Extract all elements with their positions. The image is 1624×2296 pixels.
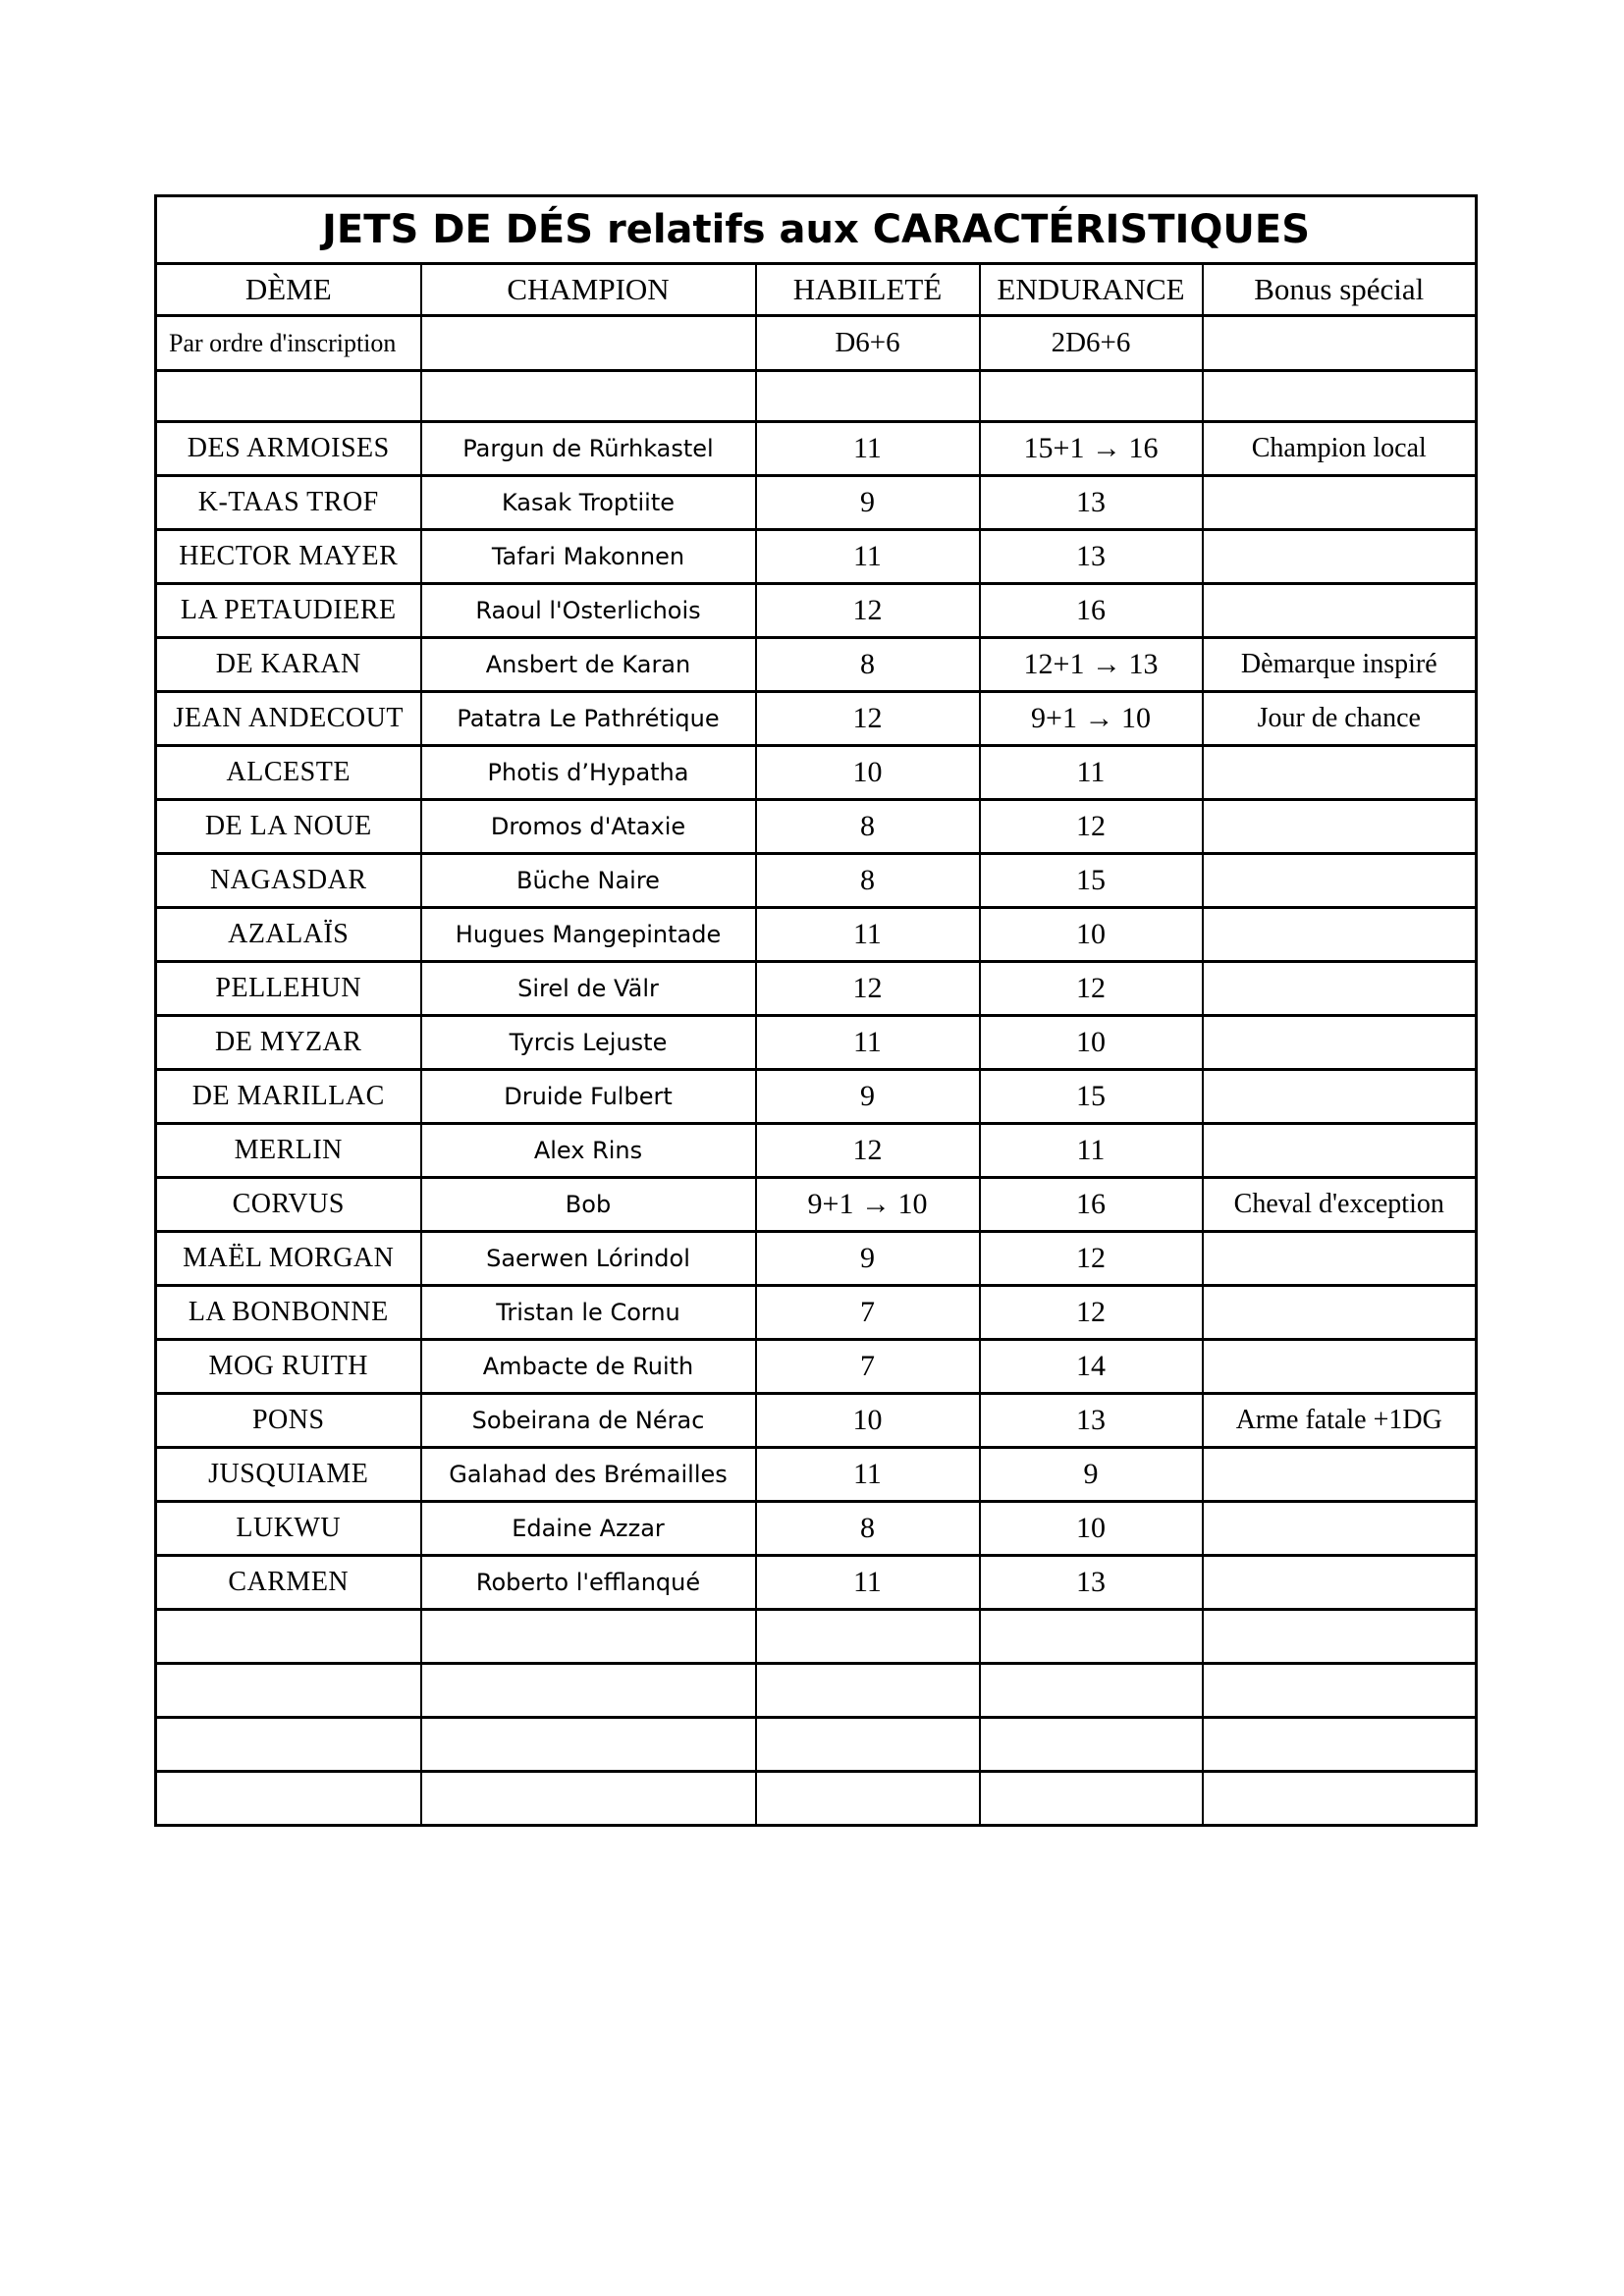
endurance-cell: 15 <box>980 854 1203 908</box>
champion-cell: Patatra Le Pathrétique <box>421 692 756 746</box>
habilete-cell: 10 <box>756 746 980 800</box>
table-row <box>156 422 1477 476</box>
champion-cell: Ambacte de Ruith <box>421 1340 756 1394</box>
deme-cell: DE KARAN <box>156 638 421 692</box>
endurance-cell: 10 <box>980 1016 1203 1070</box>
table-row <box>156 692 1477 746</box>
empty-row <box>156 1664 1477 1718</box>
bonus-cell: Arme fatale +1DG <box>1203 1394 1477 1448</box>
bonus-cell <box>1203 746 1477 800</box>
habilete-cell <box>756 1610 980 1664</box>
deme-cell: AZALAÏS <box>156 908 421 962</box>
deme-cell <box>156 1664 421 1718</box>
deme-cell: PELLEHUN <box>156 962 421 1016</box>
endurance-cell: 12 <box>980 1232 1203 1286</box>
bonus-cell <box>1203 854 1477 908</box>
table-row <box>156 1340 1477 1394</box>
deme-cell: DE MYZAR <box>156 1016 421 1070</box>
table-row <box>156 800 1477 854</box>
deme-cell: CORVUS <box>156 1178 421 1232</box>
champion-cell: Büche Naire <box>421 854 756 908</box>
table-row <box>156 854 1477 908</box>
deme-cell: DE LA NOUE <box>156 800 421 854</box>
champion-cell: Sirel de Välr <box>421 962 756 1016</box>
endurance-cell: 9+1 → 10 <box>980 692 1203 746</box>
habilete-cell: 12 <box>756 962 980 1016</box>
endurance-cell: 10 <box>980 908 1203 962</box>
habilete-cell: 11 <box>756 1556 980 1610</box>
endurance-cell <box>980 1610 1203 1664</box>
bonus-cell <box>1203 1664 1477 1718</box>
table-row <box>156 476 1477 530</box>
bonus-cell <box>1203 1556 1477 1610</box>
endurance-cell: 13 <box>980 476 1203 530</box>
bonus-cell: Champion local <box>1203 422 1477 476</box>
habilete-cell: 11 <box>756 1016 980 1070</box>
champion-cell: Tyrcis Lejuste <box>421 1016 756 1070</box>
characteristics-dice-table <box>154 194 1478 1827</box>
habilete-cell: 9 <box>756 1232 980 1286</box>
endurance-cell: 16 <box>980 584 1203 638</box>
empty-row <box>156 1772 1477 1826</box>
bonus-cell <box>1203 962 1477 1016</box>
bonus-cell <box>1203 908 1477 962</box>
table-row <box>156 962 1477 1016</box>
endurance-cell: 12 <box>980 962 1203 1016</box>
champion-cell <box>421 1610 756 1664</box>
table-row <box>156 1502 1477 1556</box>
subheader-bonus-empty <box>1203 316 1477 371</box>
bonus-cell: Cheval d'exception <box>1203 1178 1477 1232</box>
champion-cell: Druide Fulbert <box>421 1070 756 1124</box>
table-row <box>156 746 1477 800</box>
endurance-cell: 13 <box>980 530 1203 584</box>
bonus-cell <box>1203 1772 1477 1826</box>
endurance-cell: 12+1 → 13 <box>980 638 1203 692</box>
column-header-deme: DÈME <box>156 264 421 316</box>
deme-cell <box>156 1610 421 1664</box>
empty-row <box>156 1610 1477 1664</box>
table-row <box>156 1232 1477 1286</box>
habilete-cell: 11 <box>756 530 980 584</box>
table-row <box>156 1286 1477 1340</box>
habilete-cell <box>756 1664 980 1718</box>
bonus-cell <box>1203 1070 1477 1124</box>
bonus-cell: Dèmarque inspiré <box>1203 638 1477 692</box>
deme-cell: LA BONBONNE <box>156 1286 421 1340</box>
champion-cell: Hugues Mangepintade <box>421 908 756 962</box>
column-header-bonus: Bonus spécial <box>1203 264 1477 316</box>
endurance-cell: 9 <box>980 1448 1203 1502</box>
spacer-row <box>156 371 1477 422</box>
table-title-row <box>156 196 1477 264</box>
subheader-champion-empty <box>421 316 756 371</box>
table-row <box>156 908 1477 962</box>
deme-cell: MERLIN <box>156 1124 421 1178</box>
deme-cell: LA PETAUDIERE <box>156 584 421 638</box>
table-body <box>156 422 1477 1826</box>
table-row <box>156 1556 1477 1610</box>
bonus-cell <box>1203 476 1477 530</box>
table-title: JETS DE DÉS relatifs aux CARACTÉRISTIQUES <box>156 196 1477 264</box>
table-row <box>156 1448 1477 1502</box>
bonus-cell <box>1203 1448 1477 1502</box>
column-header-champion: CHAMPION <box>421 264 756 316</box>
champion-cell: Photis d’Hypatha <box>421 746 756 800</box>
champion-cell: Galahad des Brémailles <box>421 1448 756 1502</box>
column-header-endurance: ENDURANCE <box>980 264 1203 316</box>
habilete-cell: 7 <box>756 1340 980 1394</box>
habilete-cell: 7 <box>756 1286 980 1340</box>
deme-cell: K-TAAS TROF <box>156 476 421 530</box>
endurance-cell: 13 <box>980 1556 1203 1610</box>
endurance-cell: 16 <box>980 1178 1203 1232</box>
bonus-cell <box>1203 1502 1477 1556</box>
bonus-cell <box>1203 584 1477 638</box>
champion-cell: Kasak Troptiite <box>421 476 756 530</box>
habilete-cell: 10 <box>756 1394 980 1448</box>
habilete-cell: 8 <box>756 800 980 854</box>
champion-cell <box>421 1718 756 1772</box>
champion-cell: Tafari Makonnen <box>421 530 756 584</box>
bonus-cell <box>1203 1016 1477 1070</box>
column-header-habilete: HABILETÉ <box>756 264 980 316</box>
champion-cell: Tristan le Cornu <box>421 1286 756 1340</box>
champion-cell: Sobeirana de Nérac <box>421 1394 756 1448</box>
table-row <box>156 638 1477 692</box>
table-header-row <box>156 264 1477 316</box>
habilete-formula: D6+6 <box>756 316 980 371</box>
deme-cell: MOG RUITH <box>156 1340 421 1394</box>
bonus-cell <box>1203 1286 1477 1340</box>
champion-cell <box>421 1772 756 1826</box>
habilete-cell: 12 <box>756 692 980 746</box>
habilete-cell: 11 <box>756 908 980 962</box>
champion-cell: Bob <box>421 1178 756 1232</box>
endurance-cell <box>980 1718 1203 1772</box>
order-note: Par ordre d'inscription <box>156 316 421 371</box>
champion-cell: Dromos d'Ataxie <box>421 800 756 854</box>
deme-cell: HECTOR MAYER <box>156 530 421 584</box>
bonus-cell: Jour de chance <box>1203 692 1477 746</box>
habilete-cell <box>756 1718 980 1772</box>
habilete-cell: 9+1 → 10 <box>756 1178 980 1232</box>
endurance-cell: 12 <box>980 1286 1203 1340</box>
endurance-cell: 12 <box>980 800 1203 854</box>
bonus-cell <box>1203 1610 1477 1664</box>
deme-cell: NAGASDAR <box>156 854 421 908</box>
table-row <box>156 1178 1477 1232</box>
habilete-cell: 11 <box>756 1448 980 1502</box>
endurance-cell: 13 <box>980 1394 1203 1448</box>
champion-cell: Raoul l'Osterlichois <box>421 584 756 638</box>
deme-cell <box>156 1772 421 1826</box>
endurance-cell <box>980 1772 1203 1826</box>
deme-cell: MAËL MORGAN <box>156 1232 421 1286</box>
deme-cell: JEAN ANDECOUT <box>156 692 421 746</box>
habilete-cell <box>756 1772 980 1826</box>
endurance-cell: 14 <box>980 1340 1203 1394</box>
table-row <box>156 1124 1477 1178</box>
table-row <box>156 1070 1477 1124</box>
table-row <box>156 530 1477 584</box>
champion-cell: Saerwen Lórindol <box>421 1232 756 1286</box>
deme-cell <box>156 1718 421 1772</box>
champion-cell: Ansbert de Karan <box>421 638 756 692</box>
deme-cell: CARMEN <box>156 1556 421 1610</box>
champion-cell <box>421 1664 756 1718</box>
bonus-cell <box>1203 1718 1477 1772</box>
champion-cell: Edaine Azzar <box>421 1502 756 1556</box>
endurance-cell: 11 <box>980 1124 1203 1178</box>
deme-cell: ALCESTE <box>156 746 421 800</box>
table-row <box>156 584 1477 638</box>
champion-cell: Alex Rins <box>421 1124 756 1178</box>
empty-row <box>156 1718 1477 1772</box>
bonus-cell <box>1203 800 1477 854</box>
deme-cell: DES ARMOISES <box>156 422 421 476</box>
table-row <box>156 1394 1477 1448</box>
habilete-cell: 12 <box>756 1124 980 1178</box>
champion-cell: Roberto l'efflanqué <box>421 1556 756 1610</box>
bonus-cell <box>1203 530 1477 584</box>
endurance-formula: 2D6+6 <box>980 316 1203 371</box>
habilete-cell: 8 <box>756 1502 980 1556</box>
endurance-cell: 11 <box>980 746 1203 800</box>
endurance-cell: 10 <box>980 1502 1203 1556</box>
habilete-cell: 8 <box>756 638 980 692</box>
habilete-cell: 9 <box>756 1070 980 1124</box>
table-subheader-row <box>156 316 1477 371</box>
habilete-cell: 12 <box>756 584 980 638</box>
endurance-cell <box>980 1664 1203 1718</box>
table-row <box>156 1016 1477 1070</box>
endurance-cell: 15 <box>980 1070 1203 1124</box>
deme-cell: JUSQUIAME <box>156 1448 421 1502</box>
habilete-cell: 11 <box>756 422 980 476</box>
deme-cell: LUKWU <box>156 1502 421 1556</box>
bonus-cell <box>1203 1340 1477 1394</box>
bonus-cell <box>1203 1232 1477 1286</box>
deme-cell: PONS <box>156 1394 421 1448</box>
champion-cell: Pargun de Rürhkastel <box>421 422 756 476</box>
endurance-cell: 15+1 → 16 <box>980 422 1203 476</box>
deme-cell: DE MARILLAC <box>156 1070 421 1124</box>
bonus-cell <box>1203 1124 1477 1178</box>
habilete-cell: 9 <box>756 476 980 530</box>
habilete-cell: 8 <box>756 854 980 908</box>
